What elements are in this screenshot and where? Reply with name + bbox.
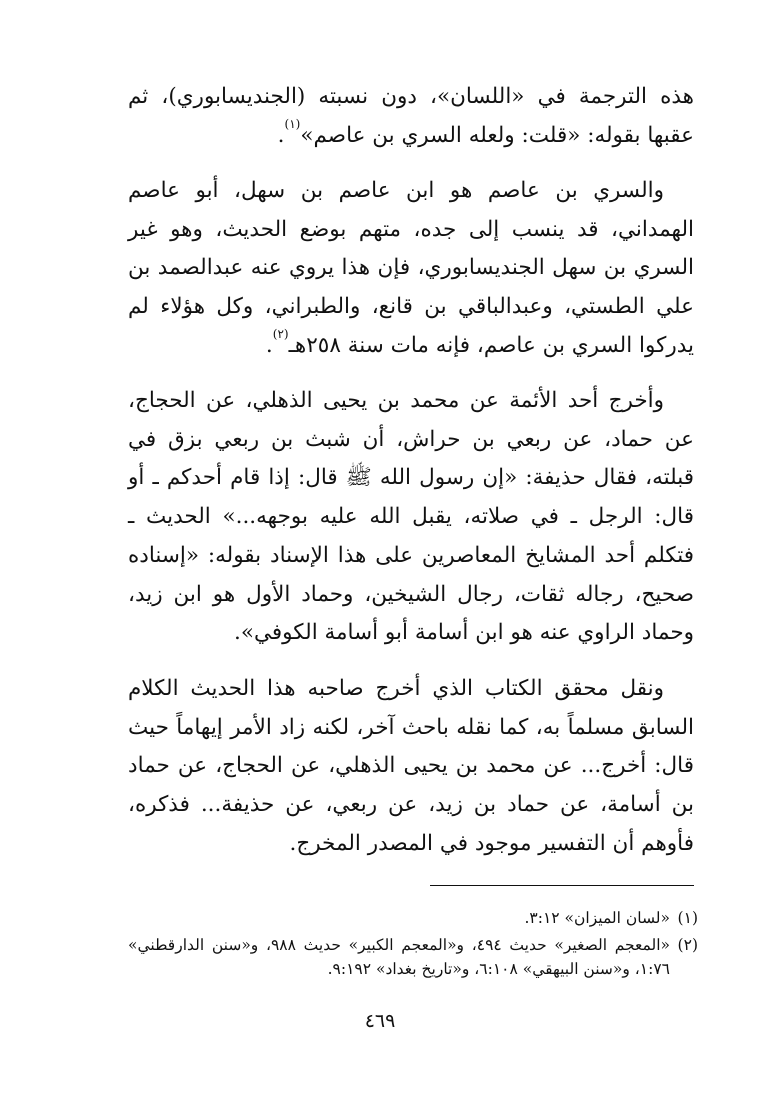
paragraph-3: [128, 382, 694, 653]
page-number: ٤٦٩: [364, 1010, 396, 1032]
paragraph-1-text: هذه الترجمة في «اللسان»، دون نسبته (الجنديسابوري)، ثم عقبها بقوله: «قلت: ولعله السري بن عاصم»: [128, 84, 694, 148]
paragraph-1: [128, 78, 694, 155]
paragraph-2: [128, 172, 694, 366]
footnote-2: [128, 933, 698, 981]
paragraph-3-text: وأخرج أحد الأئمة عن محمد بن يحيى الذهلي، عن الحجاج، عن حماد، عن ربعي بن حراش، أن شبث بن ربعي بزق في قبلته، فقال حذيفة: «إن رسول الله ﷺ قال: إذا قام أحدكم ـ أو قال: الرجل ـ في صلاته، يقبل الله عليه بوجهه...» الحديث ـ فتكلم أحد المشايخ المعاصرين على هذا الإسناد بقوله: «إسناده صحيح، رجاله ثقات، رجال الشيخين، وحماد الأول هو ابن زيد، وحماد الراوي عنه هو ابن أسامة أبو أسامة الكوفي».: [128, 388, 694, 646]
footnote-ref-2[interactable]: (٢): [272, 326, 289, 341]
paragraph-4-text: ونقل محقق الكتاب الذي أخرج صاحبه هذا الحديث الكلام السابق مسلماً به، كما نقله باحث آخر، لكنه زاد الأمر إيهاماً حيث قال: أخرج... عن محمد بن يحيى الذهلي، عن الحجاج، عن حماد بن أسامة، عن حماد بن زيد، عن ربعي، عن حذيفة... فذكره، فأوهم أن التفسير موجود في المصدر المخرج.: [128, 676, 694, 856]
footnote-2-text: «المعجم الصغير» حديث ٤٩٤، و«المعجم الكبير» حديث ٩٨٨، و«سنن الدارقطني» ١:٧٦، و«سنن البيهقي» ٦:١٠٨، و«تاريخ بغداد» ٩:١٩٢.: [128, 936, 671, 978]
paragraph-1-end: .: [277, 122, 285, 148]
footnote-1: [128, 906, 698, 930]
footnote-separator: [430, 885, 694, 886]
footnote-2-number: (٢): [677, 936, 698, 954]
paragraph-2-end: .: [265, 332, 273, 358]
footnote-ref-1[interactable]: (١): [284, 116, 301, 131]
paragraph-2-text: والسري بن عاصم هو ابن عاصم بن سهل، أبو عاصم الهمداني، قد ينسب إلى جده، متهم بوضع الحديث، وهو غير السري بن سهل الجنديسابوري، فإن هذا يروي عنه عبدالصمد بن علي الطستي، وعبدالباقي بن قانع، والطبراني، وكل هؤلاء لم يدركوا السري بن عاصم، فإنه مات سنة ٢٥٨هـ: [128, 178, 694, 358]
footnote-1-number: (١): [677, 909, 698, 927]
footnote-1-text: «لسان الميزان» ٣:١٢.: [524, 909, 670, 927]
paragraph-4: [128, 670, 694, 864]
footnotes: [128, 906, 698, 984]
